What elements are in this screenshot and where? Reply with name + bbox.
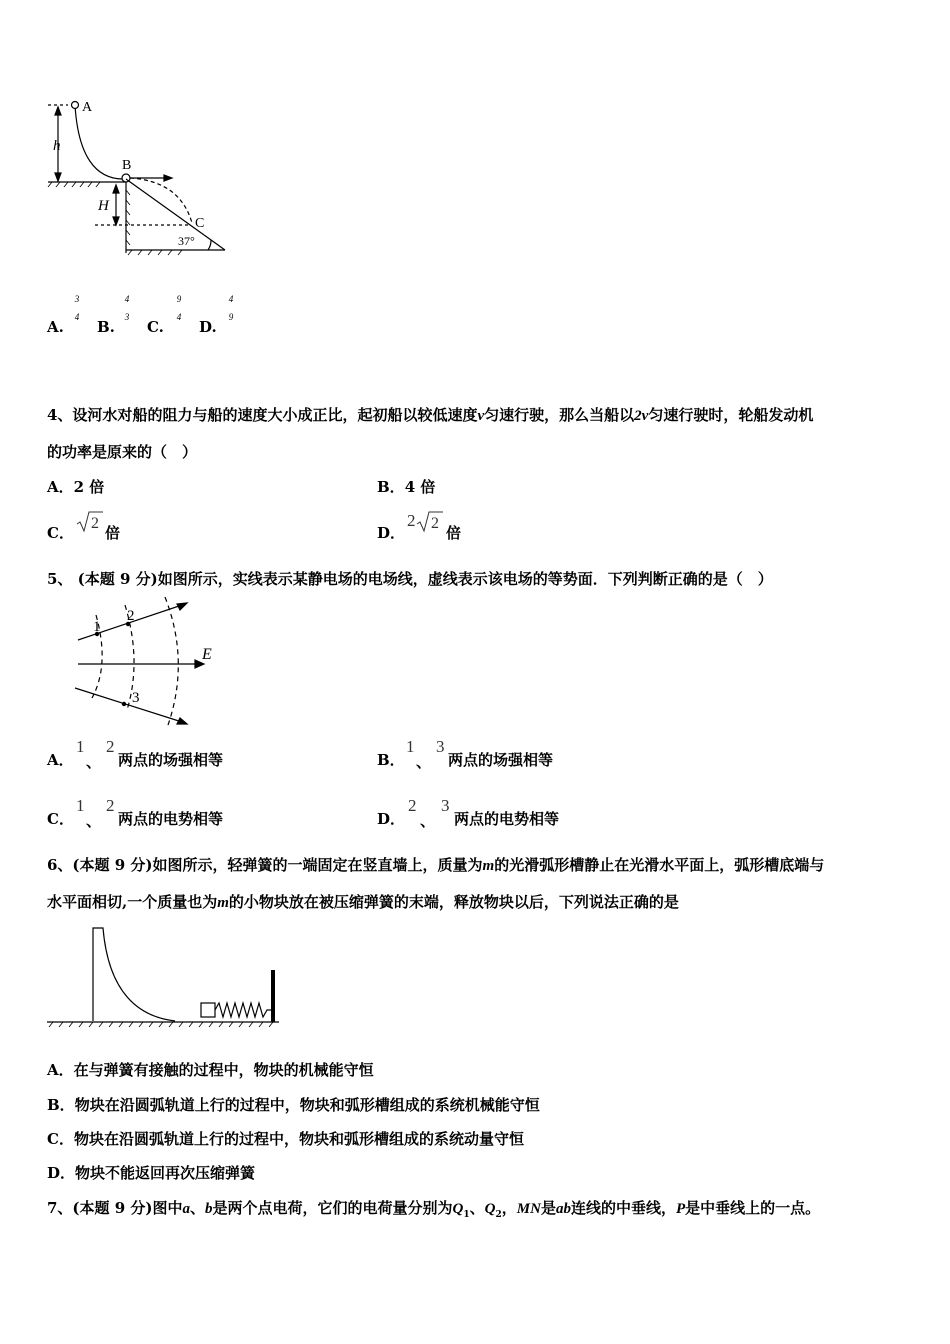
q7-t3: ， xyxy=(501,1199,517,1217)
q5-B-n2: 3 xyxy=(436,737,445,756)
q6-option-C[interactable] xyxy=(47,1129,524,1149)
q5-C-letter: C． xyxy=(47,810,74,828)
q4-option-A-text: 2 倍 xyxy=(73,478,105,496)
q7-Q2: Q xyxy=(484,1201,496,1217)
q5-A-sep: 、 xyxy=(86,753,102,771)
q6-option-A[interactable] xyxy=(47,1060,374,1080)
q7-ab: ab xyxy=(555,1201,571,1217)
q7-t2: 是两个点电荷，它们的电荷量分别为 xyxy=(212,1199,453,1217)
q4-text-b: 匀速行驶，那么当船以 xyxy=(484,406,635,424)
incline-figure xyxy=(40,95,235,260)
q3-D-num: 4 xyxy=(228,294,234,304)
q5-option-C[interactable] xyxy=(47,809,74,829)
q5-B-letter: B． xyxy=(377,751,405,769)
q5-A-letter: A． xyxy=(47,751,74,769)
q5-D-sep: 、 xyxy=(420,812,436,830)
q6-stem-line1 xyxy=(47,855,824,876)
q7-stem xyxy=(47,1198,820,1225)
q3-option-D-letter: D. xyxy=(199,318,217,336)
q4-option-B[interactable] xyxy=(377,477,435,497)
label-C: C xyxy=(195,216,205,231)
q3-option-B-fraction xyxy=(120,294,134,322)
q3-D-den: 9 xyxy=(228,312,234,322)
q3-A-den: 4 xyxy=(74,312,80,322)
q4-text-c: 匀速行驶时，轮船发动机 xyxy=(648,406,814,424)
q3-C-num: 9 xyxy=(176,294,182,304)
q3-option-B[interactable] xyxy=(97,317,115,337)
q4-option-D[interactable] xyxy=(377,523,405,543)
q4-option-A-letter: A． xyxy=(47,478,74,496)
q7-sep2: 、 xyxy=(469,1199,485,1217)
label-A: A xyxy=(82,100,93,115)
q5-A-n2: 2 xyxy=(106,737,115,756)
spring-groove-figure xyxy=(45,925,285,1035)
q4-D-coef: 2 xyxy=(407,511,416,530)
q5-B-n1: 1 xyxy=(406,737,415,756)
q4-option-B-letter: B． xyxy=(377,478,405,496)
q4-D-radicand: 2 xyxy=(431,515,439,532)
label-h: h xyxy=(53,138,61,154)
q6-text-1b: 的光滑弧形槽静止在光滑水平面上，弧形槽底端与 xyxy=(494,856,825,874)
q5-option-A[interactable] xyxy=(47,750,74,770)
q6-C-letter: C． xyxy=(47,1130,74,1148)
q5-D-text: 两点的电势相等 xyxy=(454,810,560,828)
q5-D-n2: 3 xyxy=(441,796,450,815)
q4-text-line2: 的功率是原来的（ ） xyxy=(47,443,198,461)
q7-t1: 7、(本题 9 分)图中 xyxy=(47,1199,183,1217)
q6-D-text: 物块不能返回再次压缩弹簧 xyxy=(75,1164,256,1182)
q3-B-num: 4 xyxy=(124,294,130,304)
q5-C-text: 两点的电势相等 xyxy=(118,810,224,828)
q6-text-2b: 的小物块放在被压缩弹簧的末端，释放物块以后，下列说法正确的是 xyxy=(228,893,679,911)
q4-C-unit: 倍 xyxy=(105,524,121,542)
label-B: B xyxy=(122,158,132,173)
q7-sub1: 1 xyxy=(463,1210,470,1220)
q3-A-num: 3 xyxy=(74,294,80,304)
q3-option-C-letter: C. xyxy=(147,318,164,336)
q4-option-B-text: 4 倍 xyxy=(404,478,436,496)
q6-text-2a: 水平面相切,一个质量也为 xyxy=(47,893,218,911)
q5-D-letter: D． xyxy=(377,810,406,828)
q6-C-text: 物块在沿圆弧轨道上行的过程中，物块和弧形槽组成的系统动量守恒 xyxy=(73,1130,524,1148)
q5-stem-text: 5、 (本题 9 分)如图所示，实线表示某静电场的电场线，虚线表示该电场的等势面．下列判断正确的是（ ） xyxy=(47,570,773,588)
label-H: H xyxy=(98,198,109,214)
q4-var-2v: 2v xyxy=(634,408,649,424)
q4-option-C-letter: C． xyxy=(47,524,74,542)
q5-stem xyxy=(47,569,773,589)
q6-option-D[interactable] xyxy=(47,1163,255,1183)
q4-C-radicand: 2 xyxy=(91,515,99,532)
q3-option-B-letter: B. xyxy=(97,318,115,336)
q4-stem-line1 xyxy=(47,405,813,426)
q4-text-a: 4、设河水对船的阻力与船的速度大小成正比，起初船以较低速度 xyxy=(47,406,478,424)
q5-C-n2: 2 xyxy=(106,796,115,815)
q5-B-text: 两点的场强相等 xyxy=(448,751,554,769)
q7-b: b xyxy=(205,1201,213,1217)
q4-option-D-unit xyxy=(446,523,461,543)
q6-option-B[interactable] xyxy=(47,1095,540,1115)
q4-var-v: v xyxy=(477,408,485,424)
q7-a: a xyxy=(182,1201,191,1217)
q3-option-D-fraction xyxy=(224,294,238,322)
field-lines-figure xyxy=(70,595,220,730)
q5-D-n1: 2 xyxy=(408,796,417,815)
q7-t6: 是中垂线上的一点。 xyxy=(685,1199,821,1217)
q3-option-A[interactable] xyxy=(47,317,64,337)
q7-t5: 连线的中垂线， xyxy=(570,1199,676,1217)
q7-sub2: 2 xyxy=(495,1210,502,1220)
q5-A-text: 两点的场强相等 xyxy=(118,751,224,769)
label-point-3: 3 xyxy=(132,690,140,706)
q4-option-C[interactable] xyxy=(47,523,74,543)
q5-option-D[interactable] xyxy=(377,809,405,829)
q4-D-unit: 倍 xyxy=(446,524,462,542)
q7-P: P xyxy=(676,1201,686,1217)
q3-option-C[interactable] xyxy=(147,317,164,337)
q6-var-m2: m xyxy=(217,895,229,911)
q3-C-den: 4 xyxy=(176,312,182,322)
q4-option-D-sqrt xyxy=(416,510,444,534)
q4-option-C-unit xyxy=(105,523,120,543)
q5-A-n1: 1 xyxy=(76,737,85,756)
q4-option-A[interactable] xyxy=(47,477,104,497)
label-E: E xyxy=(202,646,212,663)
q3-option-D[interactable] xyxy=(199,317,217,337)
q6-text-1a: 6、(本题 9 分)如图所示，轻弹簧的一端固定在竖直墙上，质量为 xyxy=(47,856,483,874)
q5-B-sep: 、 xyxy=(416,753,432,771)
label-point-1: 1 xyxy=(93,619,101,635)
q6-stem-line2 xyxy=(47,892,679,913)
q7-MN: MN xyxy=(516,1201,541,1217)
q6-B-letter: B． xyxy=(47,1096,75,1114)
q7-t4: 是 xyxy=(540,1199,556,1217)
q3-option-A-letter: A. xyxy=(47,318,64,336)
q7-Q1: Q xyxy=(452,1201,464,1217)
q6-D-letter: D． xyxy=(47,1164,76,1182)
q6-B-text: 物块在沿圆弧轨道上行的过程中，物块和弧形槽组成的系统机械能守恒 xyxy=(74,1096,540,1114)
q3-option-A-fraction xyxy=(70,294,84,322)
q5-C-n1: 1 xyxy=(76,796,85,815)
q5-option-B[interactable] xyxy=(377,750,405,770)
q5-C-sep: 、 xyxy=(86,812,102,830)
label-angle: 37° xyxy=(178,234,195,248)
q6-A-letter: A． xyxy=(47,1061,74,1079)
q3-B-den: 3 xyxy=(124,312,130,322)
q6-A-text: 在与弹簧有接触的过程中，物块的机械能守恒 xyxy=(73,1061,374,1079)
q6-var-m1: m xyxy=(482,858,495,874)
q7-sep: 、 xyxy=(190,1199,206,1217)
q4-option-C-sqrt xyxy=(76,510,104,534)
label-point-2: 2 xyxy=(127,608,135,624)
q3-option-C-fraction xyxy=(172,294,186,322)
q4-stem-line2 xyxy=(47,442,197,462)
q4-option-D-letter: D． xyxy=(377,524,406,542)
